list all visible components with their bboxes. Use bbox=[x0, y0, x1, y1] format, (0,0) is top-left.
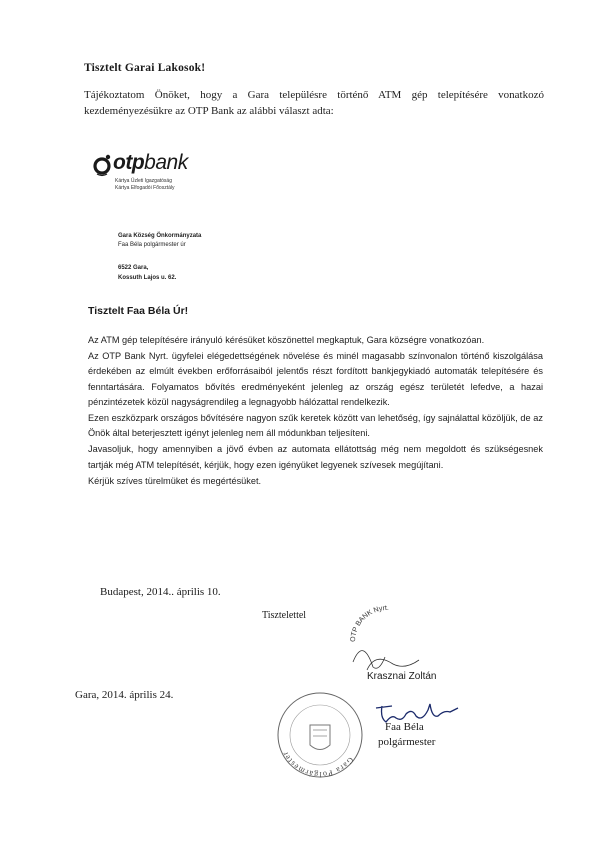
letter-salutation: Tisztelt Faa Béla Úr! bbox=[88, 305, 189, 317]
logo-subtitle-1: Kártya Üzleti Igazgatóság bbox=[115, 178, 172, 184]
greeting-heading: Tisztelt Garai Lakosok! bbox=[84, 62, 206, 74]
otp-logo-mark-icon bbox=[93, 153, 113, 177]
logo-brand-bold: otp bbox=[113, 151, 145, 174]
address-org: Gara Község Önkormányzata bbox=[118, 233, 202, 239]
svg-text:OTP BANK Nyrt.: OTP BANK Nyrt. bbox=[349, 604, 390, 643]
intro-paragraph: Tájékoztatom Önöket, hogy a Gara településre történő ATM gép telepítésére vonatkozó kezdeményezésükre az OTP Bank az alábbi választ adta: bbox=[84, 89, 544, 117]
mayor-name: Faa Béla bbox=[385, 721, 424, 733]
closing-phrase: Tisztelettel bbox=[262, 610, 307, 621]
address-person: Faa Béla polgármester úr bbox=[118, 242, 186, 248]
otp-logo-wordmark bbox=[113, 151, 188, 175]
address-street: Kossuth Lajos u. 62. bbox=[118, 275, 177, 281]
logo-brand-rest: bank bbox=[144, 151, 188, 174]
paragraph: Javasoljuk, hogy amennyiben a jövő évben az automata ellátottság még nem megoldott és szükségesnek tartják még ATM telepítését, kérjük, hogy ezen igényüket legyenek szívesek megújítani. bbox=[88, 444, 543, 470]
paragraph: Az OTP Bank Nyrt. ügyfelei elégedettségének növelése és minél magasabb színvonalon történő kiszolgálása érdekében az elmúlt években erőforrásaiból jelentős részt fordított bankjegykiadó automaták telepítésére és fenntartására. Folyamatos bővítés eredményeként jelenleg az ország egész területét lefedve, a hazai pénzintézetek közül nagyságrendileg a legnagyobb hálózattal rendelkezik. bbox=[88, 351, 543, 407]
gara-date: Gara, 2014. április 24. bbox=[75, 689, 174, 701]
logo-subtitle-2: Kártya Elfogadói Főosztály bbox=[115, 185, 175, 191]
svg-text:Gara Polgármester: Gara Polgármester bbox=[280, 749, 356, 780]
place-date: Budapest, 2014.. április 10. bbox=[100, 586, 221, 598]
letter-body bbox=[88, 333, 543, 490]
paragraph: Ezen eszközpark országos bővítésére nagyon szűk keretek között van lehetőség, így sajnálattal közöljük, de az Önök által beterjesztett igényt jelenleg nem áll módunkban teljesíteni. bbox=[88, 413, 543, 439]
mayor-title: polgármester bbox=[378, 736, 436, 748]
municipal-seal-icon bbox=[275, 690, 365, 780]
paragraph: Kérjük szíves türelmüket és megértésüket. bbox=[88, 475, 262, 486]
paragraph: Az ATM gép telepítésére irányuló kérésüket köszönettel megkaptuk, Gara községre vonatkozóan. bbox=[88, 335, 485, 345]
address-zip-city: 6522 Gara, bbox=[118, 265, 149, 271]
signer-name: Krasznai Zoltán bbox=[367, 671, 437, 682]
